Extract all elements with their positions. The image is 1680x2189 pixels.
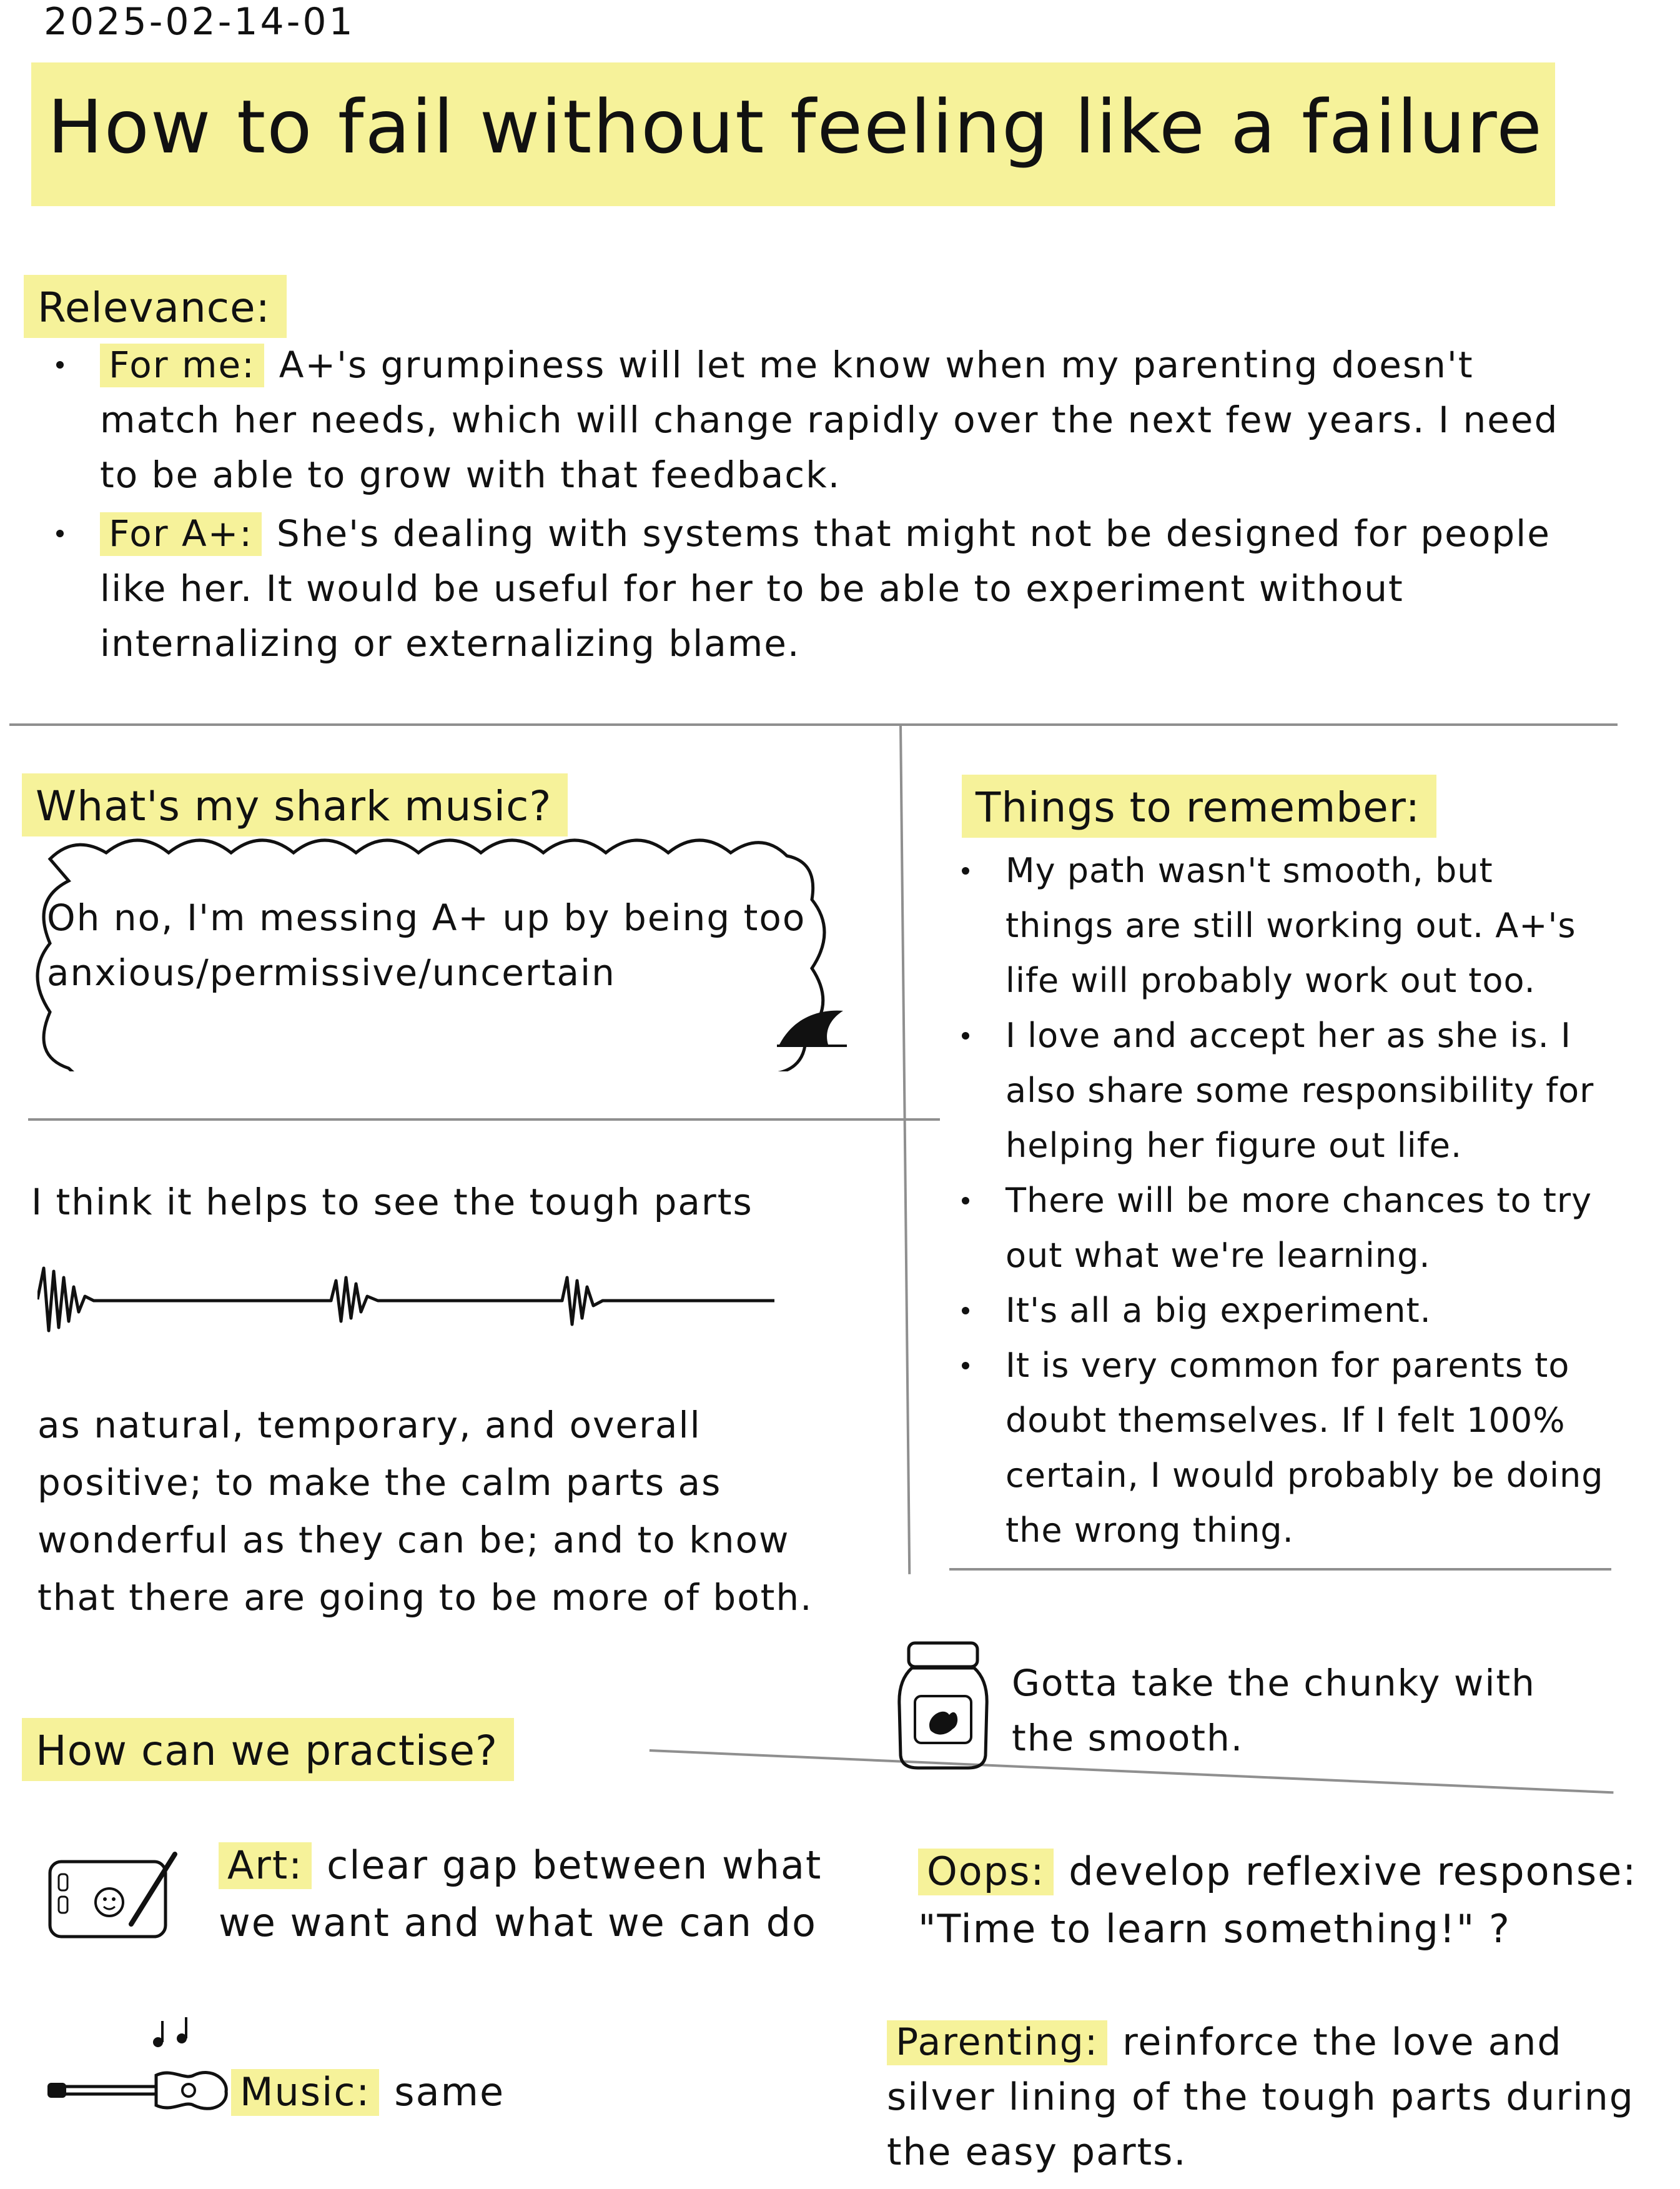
remember-item: I love and accept her as she is. I also share some responsibility for helping her figure out life.	[956, 1008, 1611, 1173]
shark-fin-icon	[774, 1006, 849, 1050]
for-me-text: A+'s grumpiness will let me know when my parenting doesn't match her needs, which will change rapidly over the next few years. I need to be able to grow with that feedback.	[100, 344, 1559, 496]
relevance-item-for-me	[50, 337, 1586, 502]
art-item	[219, 1837, 843, 1952]
parenting-item	[887, 2015, 1661, 2180]
shark-bubble-text: Oh no, I'm messing A+ up by being too anxious/permissive/uncertain	[47, 896, 806, 994]
guitar-icon	[44, 2062, 231, 2118]
relevance-list	[50, 337, 1586, 671]
music-text: same	[394, 2069, 505, 2115]
remember-item: My path wasn't smooth, but things are still working out. A+'s life will probably work out too.	[956, 843, 1611, 1008]
music-notes-icon	[147, 2015, 197, 2052]
divider-top	[9, 723, 1618, 726]
note-id: 2025-02-14-01	[44, 0, 355, 44]
oops-item	[918, 1843, 1661, 1958]
waveform-icon	[37, 1262, 787, 1337]
for-a-plus-label: For A+:	[100, 512, 262, 556]
practise-heading: How can we practise?	[22, 1718, 514, 1781]
remember-heading: Things to remember:	[962, 775, 1436, 838]
remember-item: There will be more chances to try out what we're learning.	[956, 1173, 1611, 1283]
oops-label: Oops:	[918, 1849, 1054, 1895]
jar-text: Gotta take the chunky with the smooth.	[1012, 1662, 1536, 1759]
for-a-plus-text: She's dealing with systems that might not be designed for people like her. It would be useful for her to be able to experiment without internalizing or externalizing blame.	[100, 512, 1551, 665]
relevance-heading: Relevance:	[24, 275, 287, 338]
parenting-text: reinforce the love and silver lining of the tough parts during the easy parts.	[887, 2020, 1634, 2174]
remember-item: It is very common for parents to doubt themselves. If I felt 100% certain, I would probably be doing the wrong thing.	[956, 1338, 1611, 1558]
remember-list	[956, 843, 1611, 1558]
divider-left-mid	[28, 1118, 940, 1121]
shark-music-heading: What's my shark music?	[22, 773, 568, 836]
parenting-label: Parenting:	[887, 2020, 1107, 2065]
relevance-item-for-a-plus	[50, 506, 1586, 671]
divider-vertical	[899, 725, 911, 1574]
music-item	[231, 2065, 505, 2120]
tough-parts-intro: I think it helps to see the tough parts	[31, 1181, 753, 1223]
art-label: Art:	[219, 1842, 312, 1889]
for-me-label: For me:	[100, 344, 264, 387]
drawing-tablet-icon	[44, 1849, 187, 1943]
music-label: Music:	[231, 2069, 379, 2116]
remember-item: It's all a big experiment.	[956, 1283, 1611, 1338]
divider-right-box	[949, 1568, 1611, 1571]
art-text: clear gap between what we want and what we can do	[219, 1842, 823, 1945]
tough-parts-outro: as natural, temporary, and overall positive; to make the calm parts as wonderful as they can be; and to know that there are going to be more of both.	[37, 1404, 813, 1619]
page-title: How to fail without feeling like a failure	[31, 62, 1555, 206]
peanut-butter-jar-icon	[887, 1637, 999, 1774]
oops-text: develop reflexive response: "Time to learn something!" ?	[918, 1849, 1638, 1952]
